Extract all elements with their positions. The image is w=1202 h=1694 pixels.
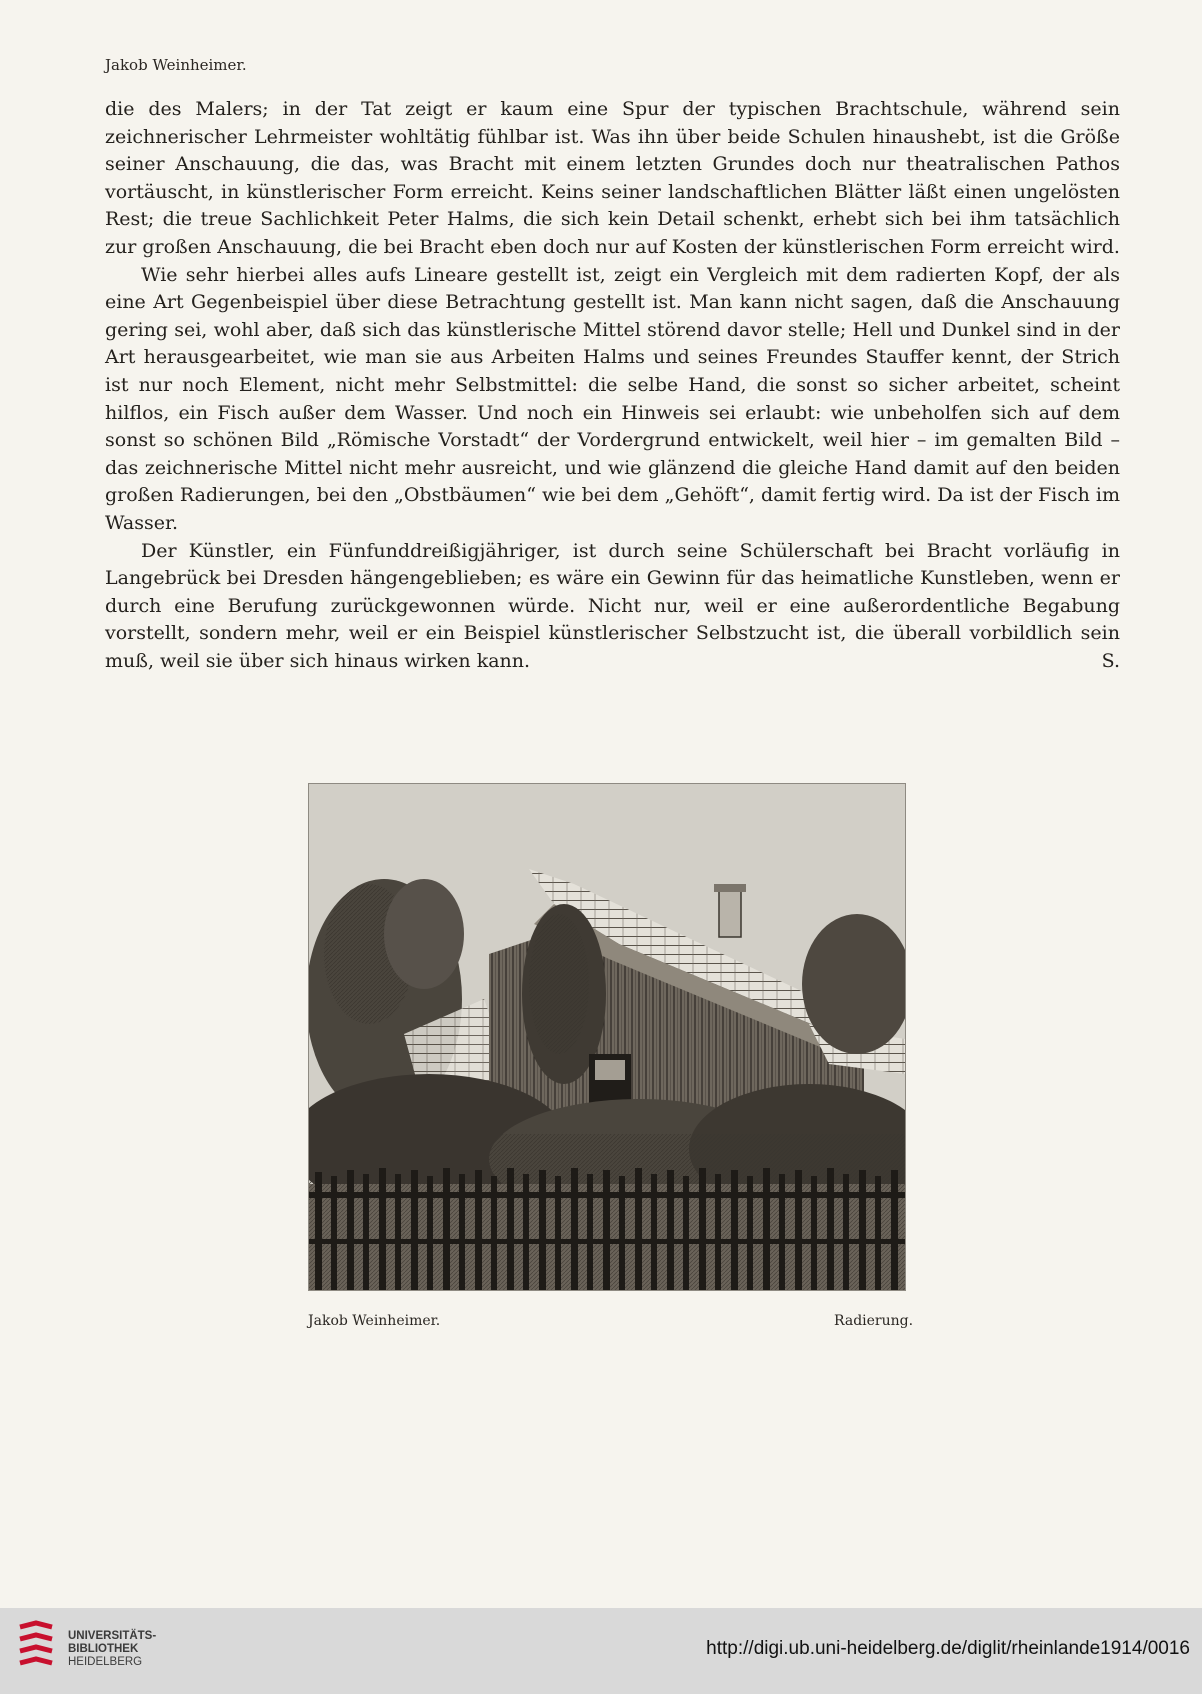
article-body xyxy=(105,96,1120,675)
paragraph-1: die des Malers; in der Tat zeigt er kaum eine Spur der typischen Brachtschule, während sein zeichnerischer Lehrmeister wohltätig fühlbar ist. Was ihn über beide Schulen hinaushebt, ist die Größe seiner Anschauung, die das, was Bracht mit einem letzten Grundes doch nur theatralischen Pathos vortäuscht, in künstlerischer Form erreicht. Keins seiner landschaftlichen Blätter läßt einen ungelösten Rest; die treue Sachlichkeit Peter Halms, die sich kein Detail schenkt, erhebt sich bei ihm tatsächlich zur großen Anschauung, die bei Bracht eben doch nur auf Kosten der künstlerischen Form erreicht wird. xyxy=(105,98,1120,258)
permalink-url[interactable]: http://digi.ub.uni-heidelberg.de/diglit/rheinlande1914/0016 xyxy=(706,1638,1190,1659)
library-name-line-2: BIBLIOTHEK xyxy=(68,1643,139,1655)
farmhouse-etching-image xyxy=(309,784,905,1290)
caption-artist: Jakob Weinheimer. xyxy=(308,1313,441,1329)
library-name xyxy=(68,1630,156,1669)
library-footer xyxy=(0,1608,1202,1694)
paragraph-3-text: Der Künstler, ein Fünfunddreißigjähriger, ist durch seine Schülerschaft bei Bracht vorläufig in Langebrück bei Dresden hängengeblieben; es wäre ein Gewinn für das heimatliche Kunstleben, wenn er durch eine Berufung zurückgewonnen würde. Nicht nur, weil er eine außerordentliche Begabung vorstellt, sondern mehr, weil er ein Beispiel künstlerischer Selbstzucht ist, die überall vorbildlich sein muß, weil sie über sich hinaus wirken kann. xyxy=(105,539,1120,672)
author-signature: S. xyxy=(1101,649,1120,672)
library-name-line-1: UNIVERSITÄTS- xyxy=(68,1630,157,1642)
caption-technique: Radierung. xyxy=(834,1313,914,1329)
paragraph-3 xyxy=(105,538,1120,676)
paragraph-2: Wie sehr hierbei alles aufs Lineare gestellt ist, zeigt ein Vergleich mit dem radierten Kopf, der als eine Art Gegenbeispiel über diese Betrachtung gestellt ist. Man kann nicht sagen, daß die Anschauung gering sei, wohl aber, daß sich das künstlerische Mittel störend davor stelle; Hell und Dunkel sind in der Art herausgearbeitet, wie man sie aus Arbeiten Halms und seines Freundes Stauffer kennt, der Strich ist nur noch Element, nicht mehr Selbstmittel: die selbe Hand, die sonst so sicher arbeitet, scheint hilflos, ein Fisch außer dem Wasser. Und noch ein Hinweis sei erlaubt: wie unbeholfen sich auf dem sonst so schönen Bild „Römische Vorstadt“ der Vordergrund entwickelt, weil hier – im gemalten Bild – das zeichnerische Mittel nicht mehr ausreicht, und wie glänzend die gleiche Hand damit auf den beiden großen Radierungen, bei den „Obstbäumen“ wie bei dem „Gehöft“, damit fertig wird. Da ist der Fisch im Wasser. xyxy=(105,263,1120,534)
running-header: Jakob Weinheimer. xyxy=(105,56,247,74)
library-name-line-3: HEIDELBERG xyxy=(68,1656,143,1668)
etching-illustration xyxy=(308,783,906,1291)
university-library-logo-icon xyxy=(14,1619,58,1671)
